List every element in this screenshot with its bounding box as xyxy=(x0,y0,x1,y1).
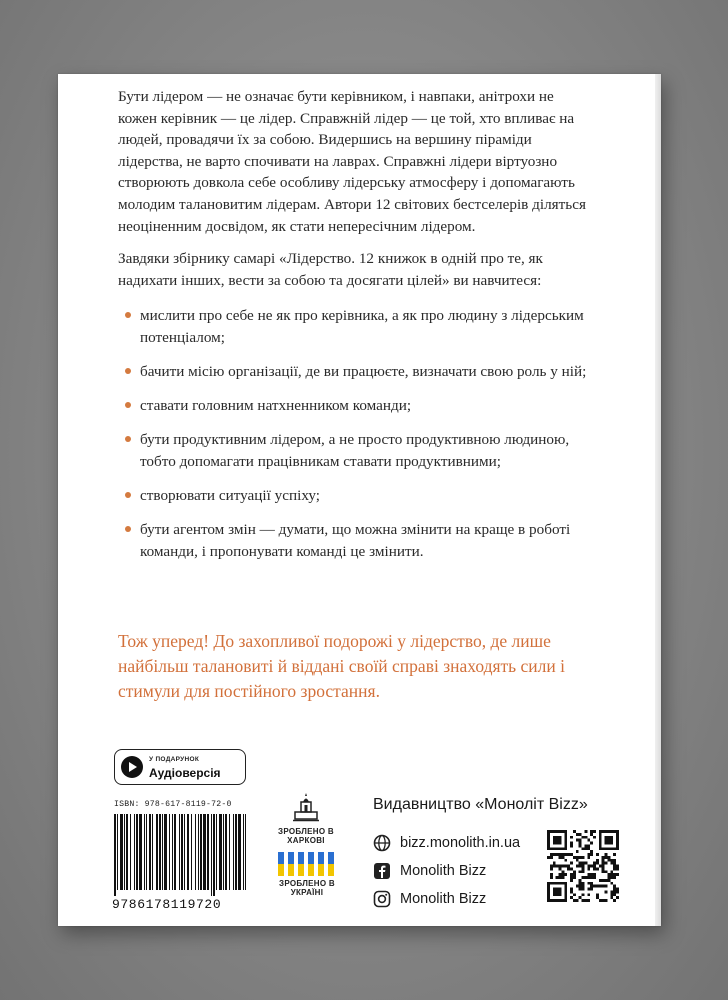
barcode-bar xyxy=(235,814,237,890)
globe-icon xyxy=(373,834,391,852)
qr-module xyxy=(602,865,605,868)
qr-module xyxy=(590,833,593,836)
barcode-bar xyxy=(238,814,241,890)
book-edge xyxy=(655,74,661,926)
qr-module xyxy=(550,867,553,870)
qr-module xyxy=(605,836,614,845)
instagram-icon xyxy=(373,890,391,908)
qr-module xyxy=(582,876,585,879)
qr-module xyxy=(596,896,599,899)
qr-module xyxy=(570,879,573,882)
qr-module xyxy=(587,847,590,850)
qr-module xyxy=(579,888,582,891)
qr-module xyxy=(610,859,613,862)
bullet-dot xyxy=(125,312,131,318)
barcode-bar xyxy=(213,814,215,896)
made-in-kharkiv-badge xyxy=(276,792,336,845)
qr-module xyxy=(593,836,596,839)
contact-facebook[interactable] xyxy=(373,857,520,885)
barcode-bar xyxy=(124,814,125,890)
qr-module xyxy=(559,867,562,870)
qr-module xyxy=(553,836,562,845)
qr-module xyxy=(553,865,556,868)
qr-module xyxy=(582,836,585,839)
barcode xyxy=(114,814,248,896)
qr-module xyxy=(582,882,585,885)
audio-version-badge xyxy=(114,749,246,785)
benefits-list xyxy=(118,305,588,562)
list-item: бути агентом змін — думати, що можна змінити на краще в роботі команди, і пропонувати команді це змінити. xyxy=(118,519,588,562)
barcode-bar xyxy=(126,814,128,890)
list-item: бути продуктивним лідером, а не просто продуктивною людиною, тобто допомагати працівникам ставати продуктивними; xyxy=(118,429,588,472)
barcode-bar xyxy=(184,814,185,890)
qr-module xyxy=(587,873,590,876)
barcode-bar xyxy=(200,814,202,890)
qr-module xyxy=(590,882,593,885)
contact-instagram[interactable] xyxy=(373,885,520,913)
barcode-bar xyxy=(144,814,145,890)
barcode-bar xyxy=(149,814,151,890)
qr-module xyxy=(559,853,562,856)
audio-badge-top: У ПОДАРУНОК xyxy=(149,756,200,763)
qr-module xyxy=(593,867,596,870)
barcode-bar xyxy=(134,814,135,890)
qr-module xyxy=(599,879,602,882)
qr-module xyxy=(587,888,590,891)
qr-module xyxy=(561,853,564,856)
qr-module xyxy=(579,870,582,873)
qr-module xyxy=(579,882,582,885)
barcode-bar xyxy=(243,814,244,890)
qr-module xyxy=(610,896,613,899)
barcode-bar xyxy=(203,814,206,890)
qr-module xyxy=(602,859,605,862)
qr-module xyxy=(587,899,590,902)
qr-module xyxy=(567,865,570,868)
qr-module xyxy=(605,899,608,902)
qr-module xyxy=(613,859,616,862)
qr-module xyxy=(596,853,599,856)
qr-module xyxy=(570,867,573,870)
qr-module xyxy=(573,876,576,879)
qr-module xyxy=(576,865,579,868)
intro-paragraph: Бути лідером — не означає бути керівником, і навпаки, анітрохи не кожен керівник — це лідер. Справжній лідер — це той, хто впливає на людей, провадячи їх за собою. Видершись на вершину піраміди лідерства, не варто спочивати на лаврах. Справжні лідери віртуозно створюють довкола себе особливу лідерську атмосферу і допомагають молодим талановитим лідерам. Автори 12 світових бестселерів діляться неоціненним досвідом, як стати непересічним лідером. xyxy=(118,88,586,235)
barcode-bar xyxy=(187,814,189,890)
qr-module xyxy=(613,862,616,865)
qr-module xyxy=(561,876,564,879)
qr-module xyxy=(561,870,564,873)
barcode-bar xyxy=(146,814,147,890)
qr-module xyxy=(607,876,610,879)
contact-text: bizz.monolith.in.ua xyxy=(400,835,521,851)
barcode-bar xyxy=(152,814,153,890)
qr-module xyxy=(573,899,576,902)
qr-module xyxy=(605,856,608,859)
book-back-cover xyxy=(58,74,661,926)
qr-module xyxy=(584,844,587,847)
bullet-dot xyxy=(125,526,131,532)
barcode-bar xyxy=(114,814,116,896)
qr-module xyxy=(582,899,585,902)
qr-module xyxy=(584,876,587,879)
qr-module xyxy=(579,833,582,836)
qr-module xyxy=(564,865,567,868)
qr-module xyxy=(590,885,593,888)
ukraine-label: ЗРОБЛЕНО В УКРАЇНІ xyxy=(279,879,335,897)
qr-module xyxy=(616,865,619,868)
qr-module xyxy=(584,847,587,850)
barcode-bar xyxy=(211,814,212,896)
qr-module xyxy=(613,853,616,856)
qr-module xyxy=(590,873,593,876)
barcode-bar xyxy=(169,814,170,890)
qr-module xyxy=(590,853,593,856)
qr-module xyxy=(616,888,619,891)
qr-module xyxy=(616,867,619,870)
qr-module xyxy=(579,865,582,868)
qr-module xyxy=(564,859,567,862)
qr-module xyxy=(582,862,585,865)
callout-text: Тож уперед! До захопливої подорожі у лідерство, де лише найбільш талановиті й віддані своїй справі знаходять сили і стимули для постійного зростання. xyxy=(118,631,565,701)
qr-module xyxy=(553,862,556,865)
qr-module xyxy=(564,873,567,876)
qr-module xyxy=(593,873,596,876)
qr-module xyxy=(599,865,602,868)
qr-module xyxy=(559,873,562,876)
isbn-number: 9786178119720 xyxy=(112,897,222,912)
qr-module xyxy=(570,862,573,865)
qr-module xyxy=(587,853,590,856)
qr-module xyxy=(616,873,619,876)
qr-module xyxy=(579,839,582,842)
qr-module xyxy=(602,885,605,888)
qr-module xyxy=(596,859,599,862)
qr-module xyxy=(582,865,585,868)
qr-module xyxy=(590,888,593,891)
publisher-name: Видавництво «Моноліт Bizz» xyxy=(373,796,588,813)
qr-module xyxy=(570,853,573,856)
qr-module xyxy=(587,867,590,870)
qr-module xyxy=(573,830,576,833)
qr-module xyxy=(579,842,582,845)
qr-module xyxy=(587,865,590,868)
qr-module xyxy=(596,885,599,888)
qr-module xyxy=(582,885,585,888)
qr-module xyxy=(584,899,587,902)
qr-module xyxy=(576,850,579,853)
qr-module xyxy=(590,876,593,879)
qr-module xyxy=(613,899,616,902)
list-item: бачити місію організації, де ви працюєте, визначати свою роль у ній; xyxy=(118,361,588,383)
qr-module xyxy=(596,893,599,896)
lead-in-paragraph: Завдяки збірнику самарі «Лідерство. 12 книжок в одній про те, як надихати інших, вести за собою та досягати цілей» ви навчитеся: xyxy=(118,250,543,289)
qr-module xyxy=(570,876,573,879)
qr-module xyxy=(576,856,579,859)
qr-module xyxy=(570,873,573,876)
bullet-dot xyxy=(125,368,131,374)
barcode-bar xyxy=(181,814,183,890)
barcode-bar xyxy=(223,814,224,890)
list-item: мислити про себе не як про керівника, а як про людину з лідерським потенціалом; xyxy=(118,305,588,348)
qr-module xyxy=(576,839,579,842)
qr-module xyxy=(613,888,616,891)
qr-module xyxy=(596,862,599,865)
barcode-bar xyxy=(174,814,176,890)
qr-module xyxy=(567,853,570,856)
qr-module xyxy=(576,899,579,902)
qr-module xyxy=(550,853,553,856)
barcode-bar xyxy=(120,814,123,890)
qr-module xyxy=(561,865,564,868)
qr-module xyxy=(610,882,613,885)
qr-module xyxy=(559,865,562,868)
barcode-bar xyxy=(191,814,192,890)
qr-module xyxy=(587,839,590,842)
qr-module xyxy=(561,873,564,876)
qr-module xyxy=(579,879,582,882)
qr-module xyxy=(590,865,593,868)
qr-module xyxy=(605,862,608,865)
qr-module xyxy=(570,842,573,845)
bullet-dot xyxy=(125,402,131,408)
qr-module xyxy=(570,888,573,891)
qr-module xyxy=(610,873,613,876)
qr-module xyxy=(613,885,616,888)
barcode-bar xyxy=(156,814,158,890)
qr-module xyxy=(602,899,605,902)
qr-module xyxy=(579,896,582,899)
barcode-bar xyxy=(139,814,142,890)
qr-module xyxy=(553,853,556,856)
qr-module xyxy=(607,856,610,859)
barcode-bar xyxy=(207,814,209,890)
qr-module xyxy=(556,876,559,879)
barcode-bar xyxy=(216,814,217,890)
qr-code[interactable] xyxy=(547,830,619,902)
qr-module xyxy=(599,885,602,888)
play-icon xyxy=(121,756,143,778)
qr-module xyxy=(610,862,613,865)
qr-module xyxy=(605,890,608,893)
barcode-bar xyxy=(179,814,180,890)
qr-module xyxy=(579,862,582,865)
qr-module xyxy=(602,879,605,882)
qr-module xyxy=(587,893,590,896)
barcode-bar xyxy=(219,814,222,890)
qr-module xyxy=(616,890,619,893)
qr-module xyxy=(587,876,590,879)
isbn-label: ISBN: 978-617-8119-72-0 xyxy=(114,800,232,809)
qr-module xyxy=(570,836,573,839)
qr-module xyxy=(602,870,605,873)
qr-module xyxy=(602,867,605,870)
barcode-bar xyxy=(164,814,167,890)
kharkiv-building-icon xyxy=(292,792,320,822)
qr-module xyxy=(550,873,553,876)
qr-module xyxy=(573,873,576,876)
qr-module xyxy=(593,862,596,865)
contacts-list xyxy=(373,829,520,913)
qr-module xyxy=(605,870,608,873)
qr-module xyxy=(550,876,553,879)
audio-badge-label: Аудіоверсія xyxy=(149,766,221,780)
barcode-bar xyxy=(195,814,196,890)
qr-module xyxy=(602,856,605,859)
qr-module xyxy=(570,896,573,899)
qr-module xyxy=(584,862,587,865)
qr-module xyxy=(553,888,562,897)
qr-module xyxy=(582,893,585,896)
qr-module xyxy=(567,867,570,870)
qr-module xyxy=(573,893,576,896)
qr-module xyxy=(593,865,596,868)
qr-module xyxy=(613,867,616,870)
qr-module xyxy=(564,853,567,856)
bullet-dot xyxy=(125,436,131,442)
qr-module xyxy=(559,876,562,879)
qr-module xyxy=(559,856,562,859)
qr-module xyxy=(587,856,590,859)
qr-module xyxy=(607,859,610,862)
qr-module xyxy=(570,844,573,847)
qr-module xyxy=(550,865,553,868)
qr-module xyxy=(582,847,585,850)
contact-website[interactable] xyxy=(373,829,520,857)
qr-module xyxy=(613,865,616,868)
barcode-bar xyxy=(198,814,199,890)
qr-module xyxy=(561,856,564,859)
qr-module xyxy=(547,856,550,859)
qr-module xyxy=(596,867,599,870)
qr-module xyxy=(607,879,610,882)
barcode-bar xyxy=(130,814,131,890)
barcode-bar xyxy=(136,814,138,890)
qr-module xyxy=(587,882,590,885)
qr-module xyxy=(613,893,616,896)
qr-module xyxy=(582,856,585,859)
qr-module xyxy=(573,870,576,873)
contact-text: Monolith Bizz xyxy=(400,863,487,879)
barcode-bar xyxy=(229,814,230,890)
qr-module xyxy=(616,896,619,899)
qr-module xyxy=(590,850,593,853)
qr-module xyxy=(570,890,573,893)
qr-module xyxy=(605,885,608,888)
qr-module xyxy=(573,856,576,859)
barcode-bar xyxy=(172,814,173,890)
qr-module xyxy=(613,876,616,879)
qr-module xyxy=(576,885,579,888)
qr-module xyxy=(582,867,585,870)
qr-module xyxy=(607,873,610,876)
list-item: ставати головним натхненником команди; xyxy=(118,395,588,417)
qr-module xyxy=(613,873,616,876)
qr-module xyxy=(556,865,559,868)
barcode-bar xyxy=(117,814,118,890)
qr-module xyxy=(610,870,613,873)
qr-module xyxy=(602,862,605,865)
qr-module xyxy=(576,859,579,862)
barcode-bar xyxy=(162,814,163,890)
qr-module xyxy=(587,844,590,847)
qr-module xyxy=(610,890,613,893)
description-block xyxy=(118,86,588,575)
qr-module xyxy=(582,870,585,873)
qr-module xyxy=(579,885,582,888)
qr-module xyxy=(556,853,559,856)
contact-text: Monolith Bizz xyxy=(400,891,487,907)
facebook-icon xyxy=(373,862,391,880)
qr-module xyxy=(590,842,593,845)
qr-module xyxy=(593,876,596,879)
qr-module xyxy=(610,893,613,896)
qr-module xyxy=(579,856,582,859)
qr-module xyxy=(576,833,579,836)
qr-module xyxy=(584,836,587,839)
made-in-ukraine-badge xyxy=(276,852,338,897)
barcode-bar xyxy=(233,814,234,890)
qr-module xyxy=(605,879,608,882)
bullet-dot xyxy=(125,492,131,498)
ukraine-flag-icon xyxy=(276,852,336,876)
qr-module xyxy=(599,899,602,902)
qr-module xyxy=(590,830,593,833)
qr-module xyxy=(613,890,616,893)
qr-module xyxy=(579,844,582,847)
qr-module xyxy=(593,885,596,888)
qr-module xyxy=(605,853,608,856)
qr-module xyxy=(593,830,596,833)
qr-module xyxy=(610,876,613,879)
list-item: створювати ситуації успіху; xyxy=(118,485,588,507)
barcode-bar xyxy=(225,814,227,890)
barcode-bar xyxy=(159,814,161,890)
kharkiv-label: ЗРОБЛЕНО В ХАРКОВІ xyxy=(278,827,334,845)
qr-module xyxy=(584,830,587,833)
qr-module xyxy=(582,888,585,891)
qr-module xyxy=(550,856,553,859)
barcode-bar xyxy=(245,814,246,890)
